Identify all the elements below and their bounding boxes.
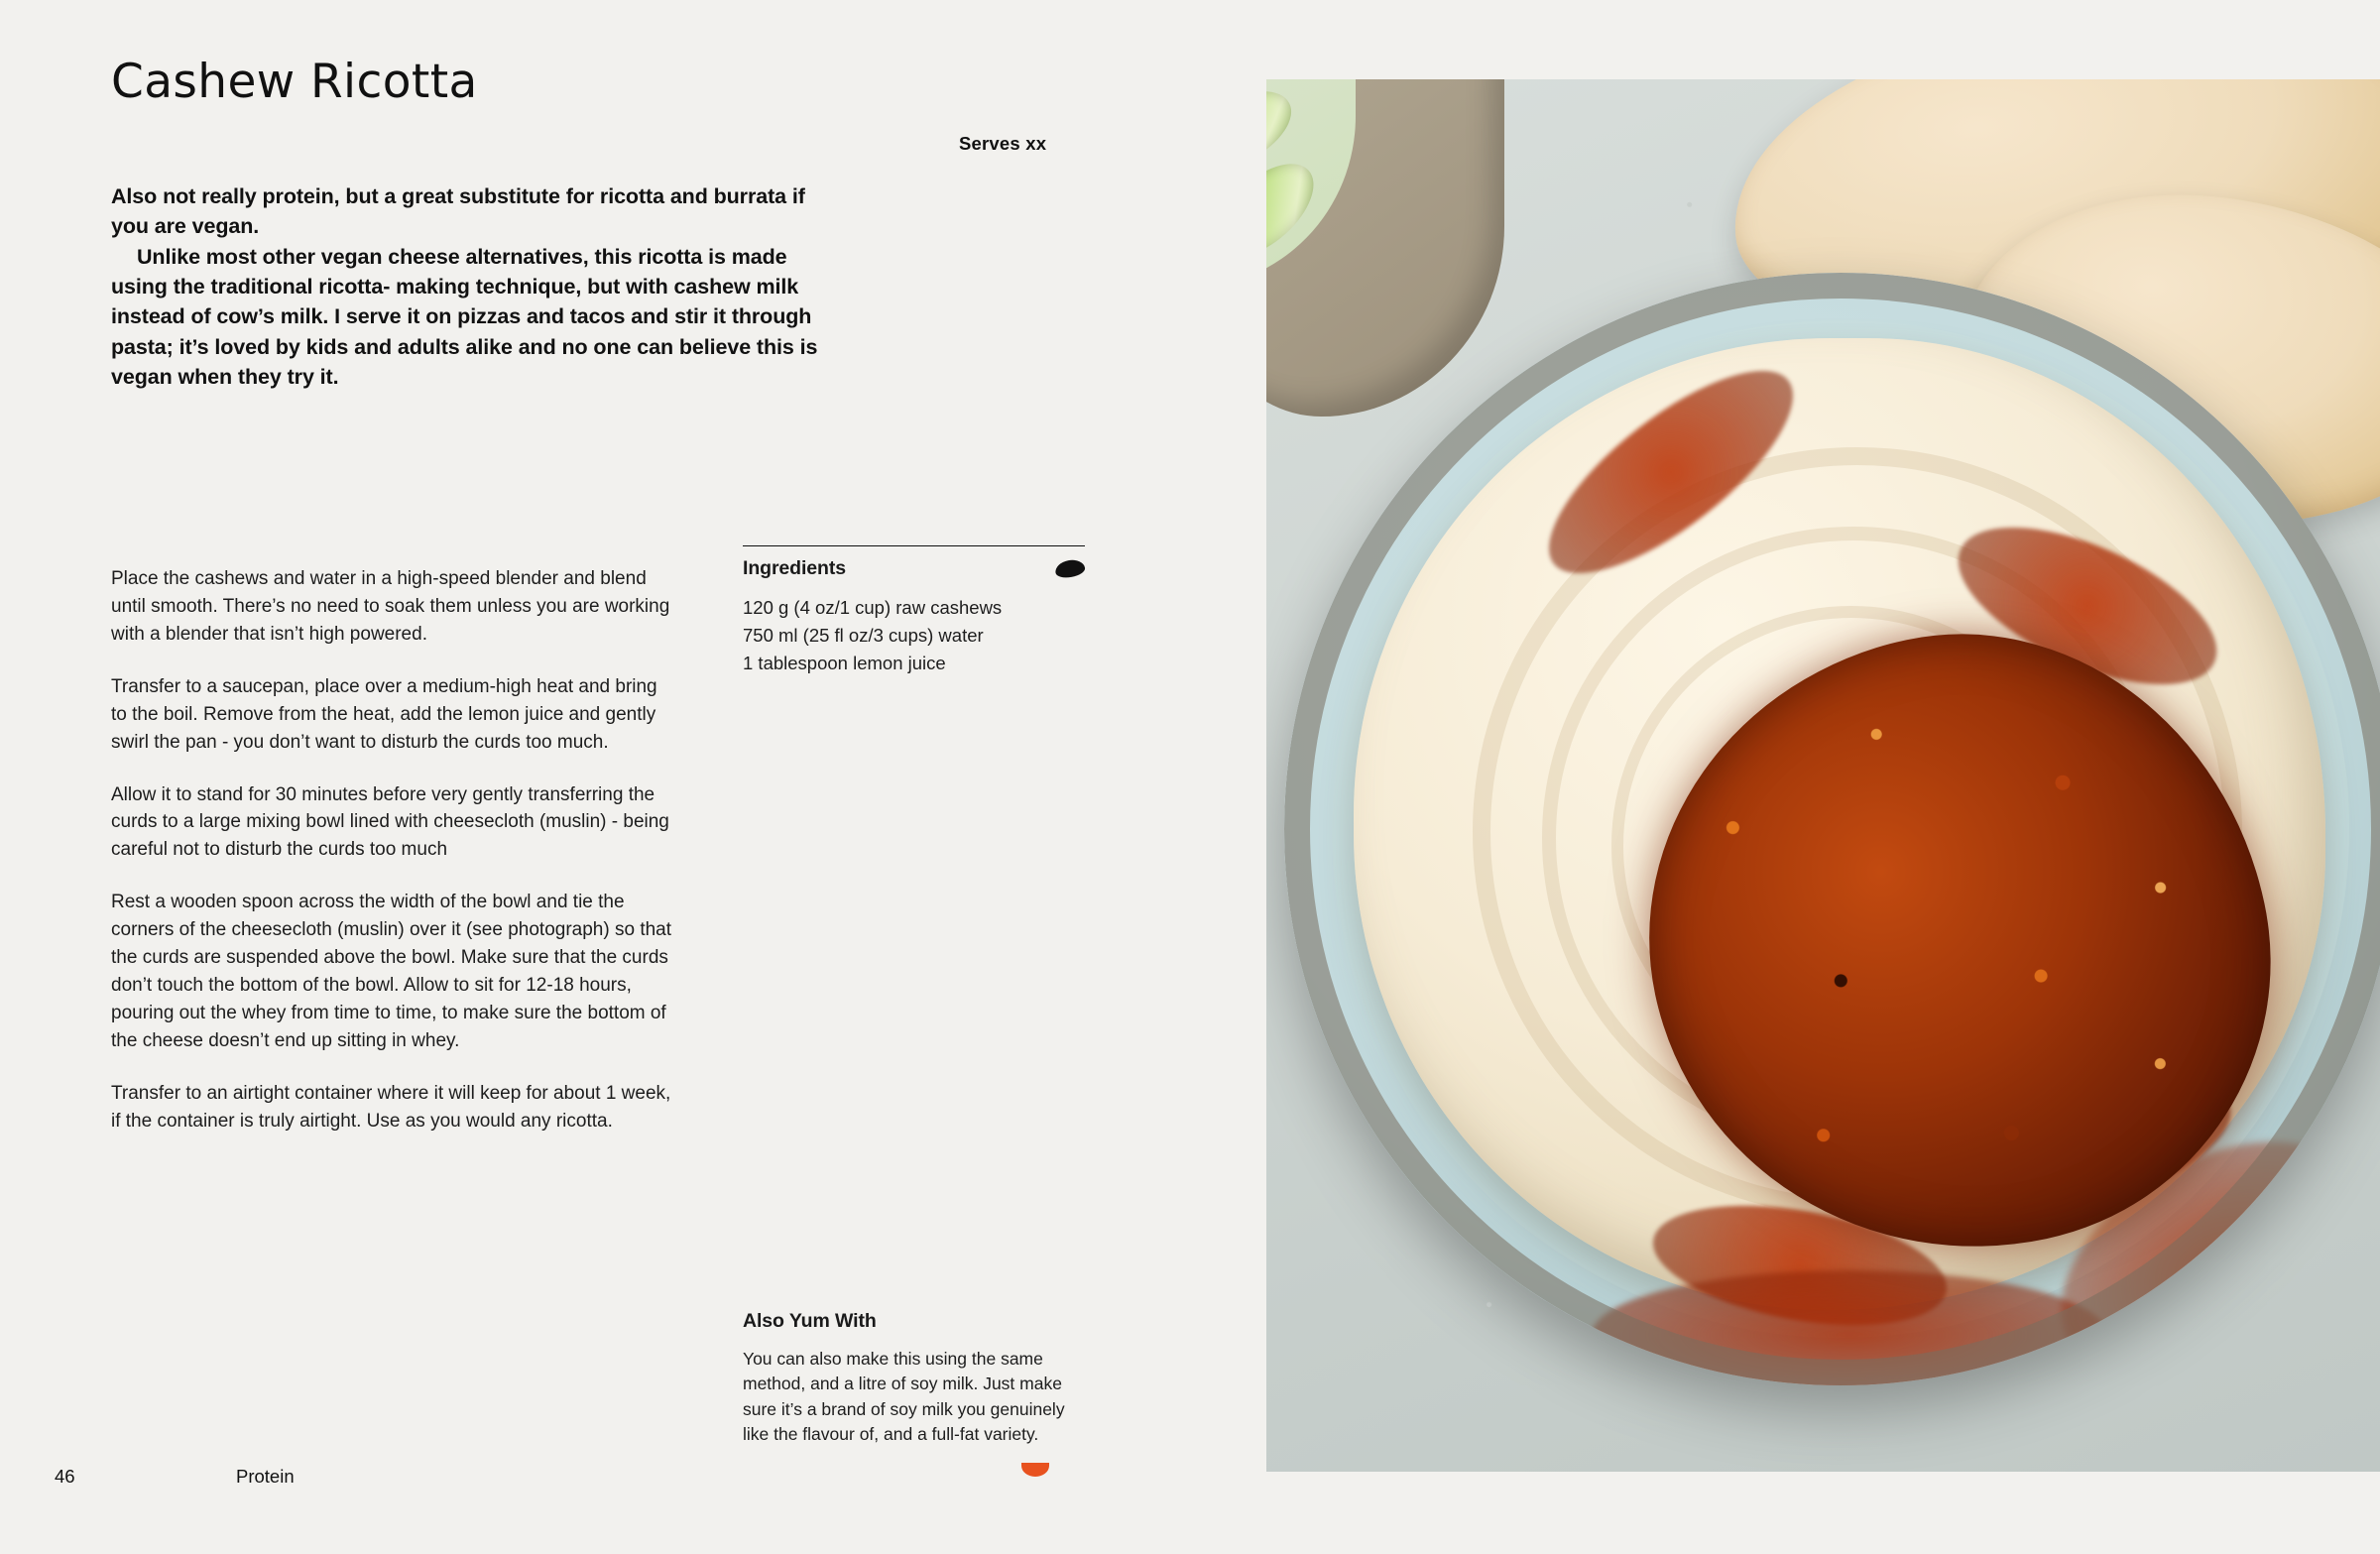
method-step: Transfer to an airtight container where it will keep for about 1 week, if the container is truly airtight. Use as you would any ricotta.: [111, 1082, 671, 1132]
also-yum-heading: Also Yum With: [743, 1310, 877, 1332]
method-step: Place the cashews and water in a high-speed blender and blend until smooth. There’s no need to soak them unless you are working with a blender that isn’t high powered.: [111, 568, 670, 645]
cucumber-slice: [1266, 147, 1330, 274]
serving-plate: [1284, 273, 2380, 1385]
section-label: Protein: [236, 1466, 295, 1487]
intro-paragraph-1: Also not really protein, but a great substitute for ricotta and burrata if you are vegan.: [111, 184, 805, 239]
cucumber-bowl-interior: [1266, 79, 1356, 288]
intro-paragraph-2: Unlike most other vegan cheese alternatives, this ricotta is made using the traditional ricotta- making technique, but with cashew milk instead of cow’s milk. I serve it on pizzas and tacos and stir it through pasta; it’s loved by kids and adults alike and no one can believe this is vegan when they try it.: [111, 244, 818, 389]
list-item: 120 g (4 oz/1 cup) raw cashews: [743, 597, 1003, 618]
serves-label: Serves xx: [959, 133, 1047, 154]
method-step: Transfer to a saucepan, place over a medium-high heat and bring to the boil. Remove from the heat, add the lemon juice and gently swirl the pan - you don’t want to disturb the curds too much.: [111, 675, 657, 753]
recipe-intro: [111, 181, 820, 392]
list-item: 750 ml (25 fl oz/3 cups) water: [743, 625, 984, 647]
method-step: Rest a wooden spoon across the width of the bowl and tie the corners of the cheesecloth (muslin) over it (see photograph) so that the curds are suspended above the bowl. Make sure that the curds don’t touch the bottom of the bowl. Allow to sit for 12-18 hours, pouring out the whey from time to time, to make sure the bottom of the cheese doesn’t end up sitting in whey.: [111, 892, 672, 1051]
ingredients-block: [743, 545, 1085, 677]
recipe-photograph: [1266, 79, 2380, 1472]
page-title: Cashew Ricotta: [111, 55, 478, 109]
ingredients-header: [743, 557, 1085, 580]
cashew-icon: [1054, 558, 1086, 580]
also-yum-body: You can also make this using the same method, and a litre of soy milk. Just make sure it’s a brand of soy milk you genuinely like the flavour of, and a full-fat variety.: [743, 1349, 1065, 1445]
page-number: 46: [55, 1466, 75, 1487]
recipe-text-column: [111, 55, 1222, 1505]
also-yum-with-block: [743, 1310, 1090, 1448]
ingredients-heading: Ingredients: [743, 557, 846, 579]
plate-rim: [1284, 273, 2380, 1385]
list-item: 1 tablespoon lemon juice: [743, 653, 946, 674]
ingredients-list: [743, 594, 1085, 677]
method-steps: [111, 565, 676, 1160]
divider: [743, 545, 1085, 546]
method-step: Allow it to stand for 30 minutes before very gently transferring the curds to a large mixing bowl lined with cheesecloth (muslin) - being careful not to disturb the curds too much: [111, 783, 669, 861]
